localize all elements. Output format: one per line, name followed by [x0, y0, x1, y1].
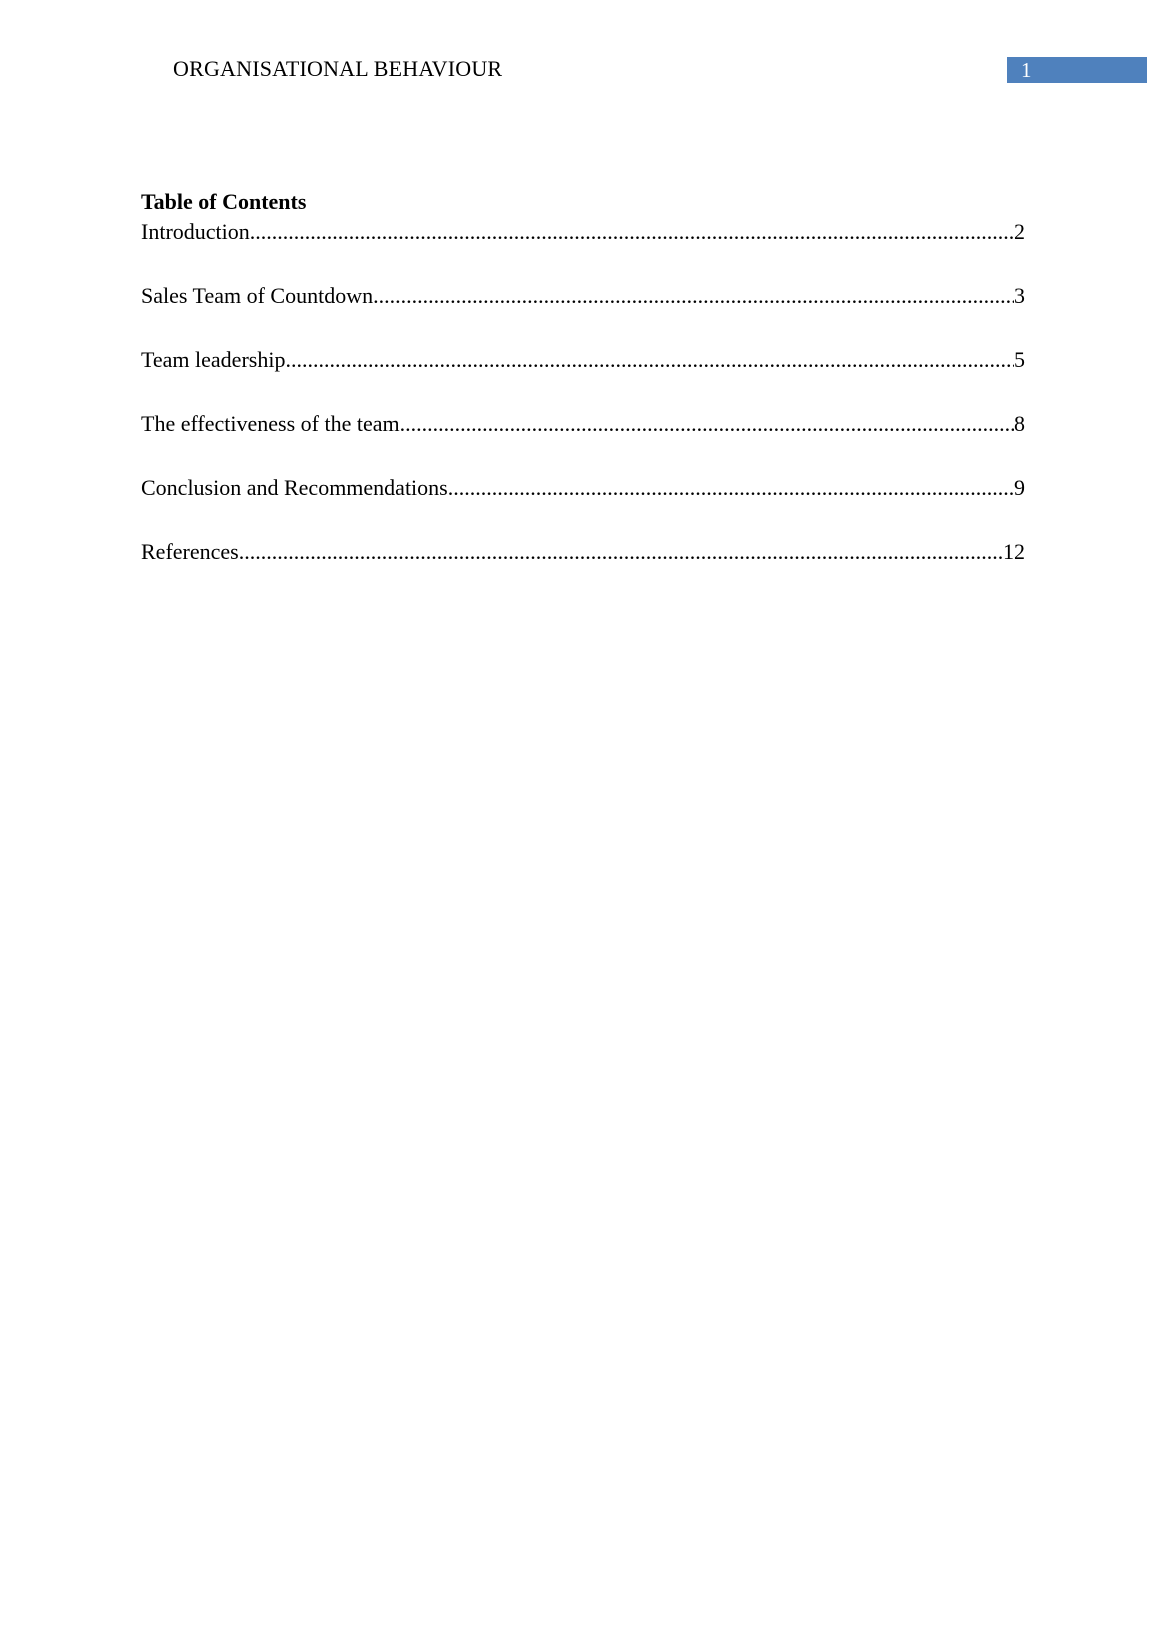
toc-dot-leader — [400, 409, 1014, 439]
toc-entry-page: 9 — [1014, 475, 1025, 500]
toc-entry-effectiveness[interactable] — [141, 409, 1025, 439]
table-of-contents — [141, 187, 1025, 567]
toc-entry-list — [141, 217, 1025, 567]
toc-entry-page: 8 — [1014, 411, 1025, 436]
toc-entry-page: 5 — [1014, 347, 1025, 372]
toc-entry-page: 12 — [1003, 539, 1025, 564]
toc-dot-leader — [448, 473, 1014, 503]
toc-entry-label: Conclusion and Recommendations — [141, 475, 448, 500]
toc-entry-label: References — [141, 539, 239, 564]
toc-entry-page: 3 — [1014, 283, 1025, 308]
page-number-badge — [1007, 57, 1147, 83]
toc-dot-leader — [285, 345, 1014, 375]
toc-dot-leader — [373, 281, 1014, 311]
toc-entry-label: Sales Team of Countdown — [141, 283, 374, 308]
toc-dot-leader — [250, 217, 1014, 247]
toc-entry-conclusion[interactable] — [141, 473, 1025, 503]
toc-entry-label: The effectiveness of the team — [141, 411, 400, 436]
toc-entry-references[interactable] — [141, 537, 1025, 567]
toc-entry-page: 2 — [1014, 219, 1025, 244]
toc-heading: Table of Contents — [141, 189, 307, 214]
toc-entry-introduction[interactable] — [141, 217, 1025, 247]
toc-entry-team-leadership[interactable] — [141, 345, 1025, 375]
toc-entry-label: Introduction — [141, 219, 250, 244]
running-header-title: ORGANISATIONAL BEHAVIOUR — [173, 56, 503, 81]
toc-entry-label: Team leadership — [141, 347, 286, 372]
toc-dot-leader — [239, 537, 1003, 567]
page-number: 1 — [1021, 58, 1032, 82]
toc-entry-sales-team[interactable] — [141, 281, 1025, 311]
